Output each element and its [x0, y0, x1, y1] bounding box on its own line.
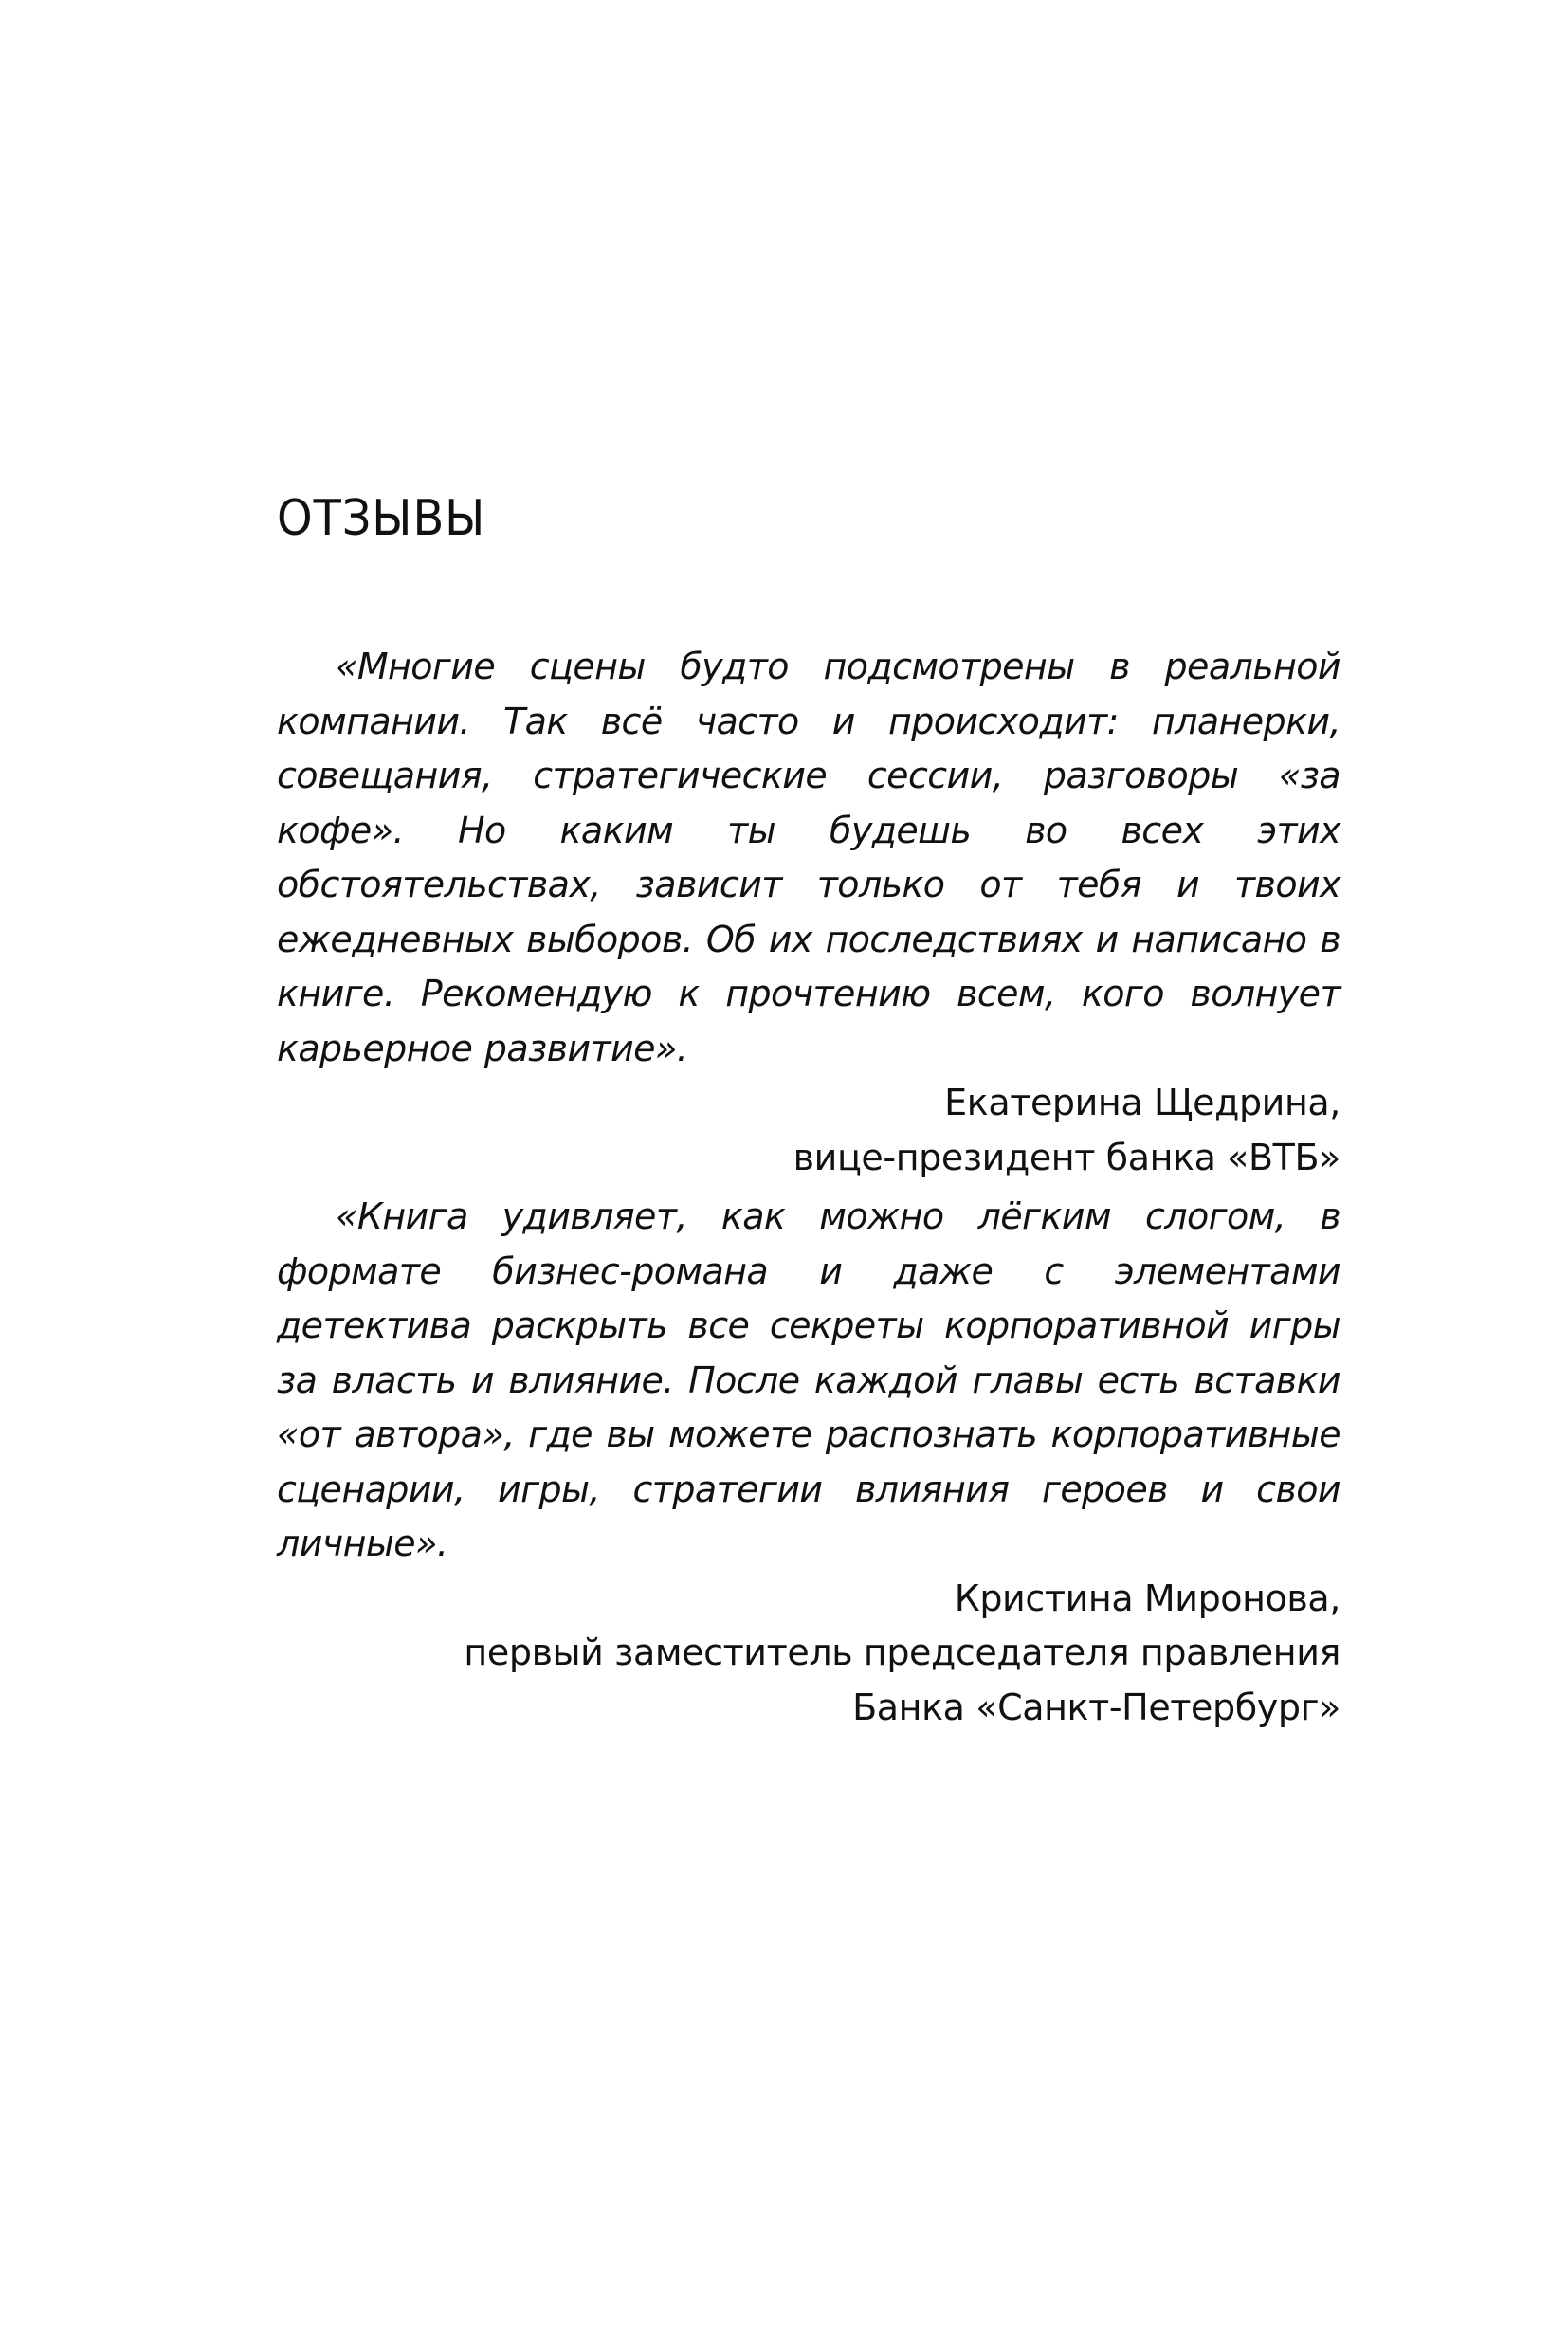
- review-quote: «Многие сцены будто подсмотрены в реальной компании. Так всё часто и происходит: планерки, совещания, стратегические сессии, разговоры «за кофе». Но каким ты будешь во всех этих обстоятельствах, зависит только от тебя и твоих ежедневных выборов. Об их последствиях и написано в книге. Рекомендую к прочтению всем, кого волнует карьерное развитие».: [277, 646, 1340, 1069]
- review-attribution: [277, 1076, 1340, 1185]
- review-author-position: первый заместитель председателя правления: [464, 1632, 1340, 1673]
- review-quote: «Книга удивляет, как можно лёгким слогом, в формате бизнес-романа и даже с элементами детектива раскрыть все секреты корпоративной игры за власть и влияние. После каждой главы есть вставки «от автора», где вы можете распознать корпоративные сценарии, игры, стратегии влияния героев и свои личные».: [277, 1195, 1340, 1564]
- review: [277, 1190, 1340, 1735]
- review-author: Кристина Миронова,: [954, 1577, 1340, 1619]
- review-author-position: вице-президент банка «ВТБ»: [793, 1136, 1340, 1178]
- review-author: Екатерина Щедрина,: [944, 1082, 1340, 1123]
- review: [277, 640, 1340, 1185]
- review-author-organization: Банка «Санкт-Петербург»: [852, 1686, 1340, 1728]
- page-title: ОТЗЫВЫ: [277, 490, 486, 547]
- review-attribution: [277, 1572, 1340, 1736]
